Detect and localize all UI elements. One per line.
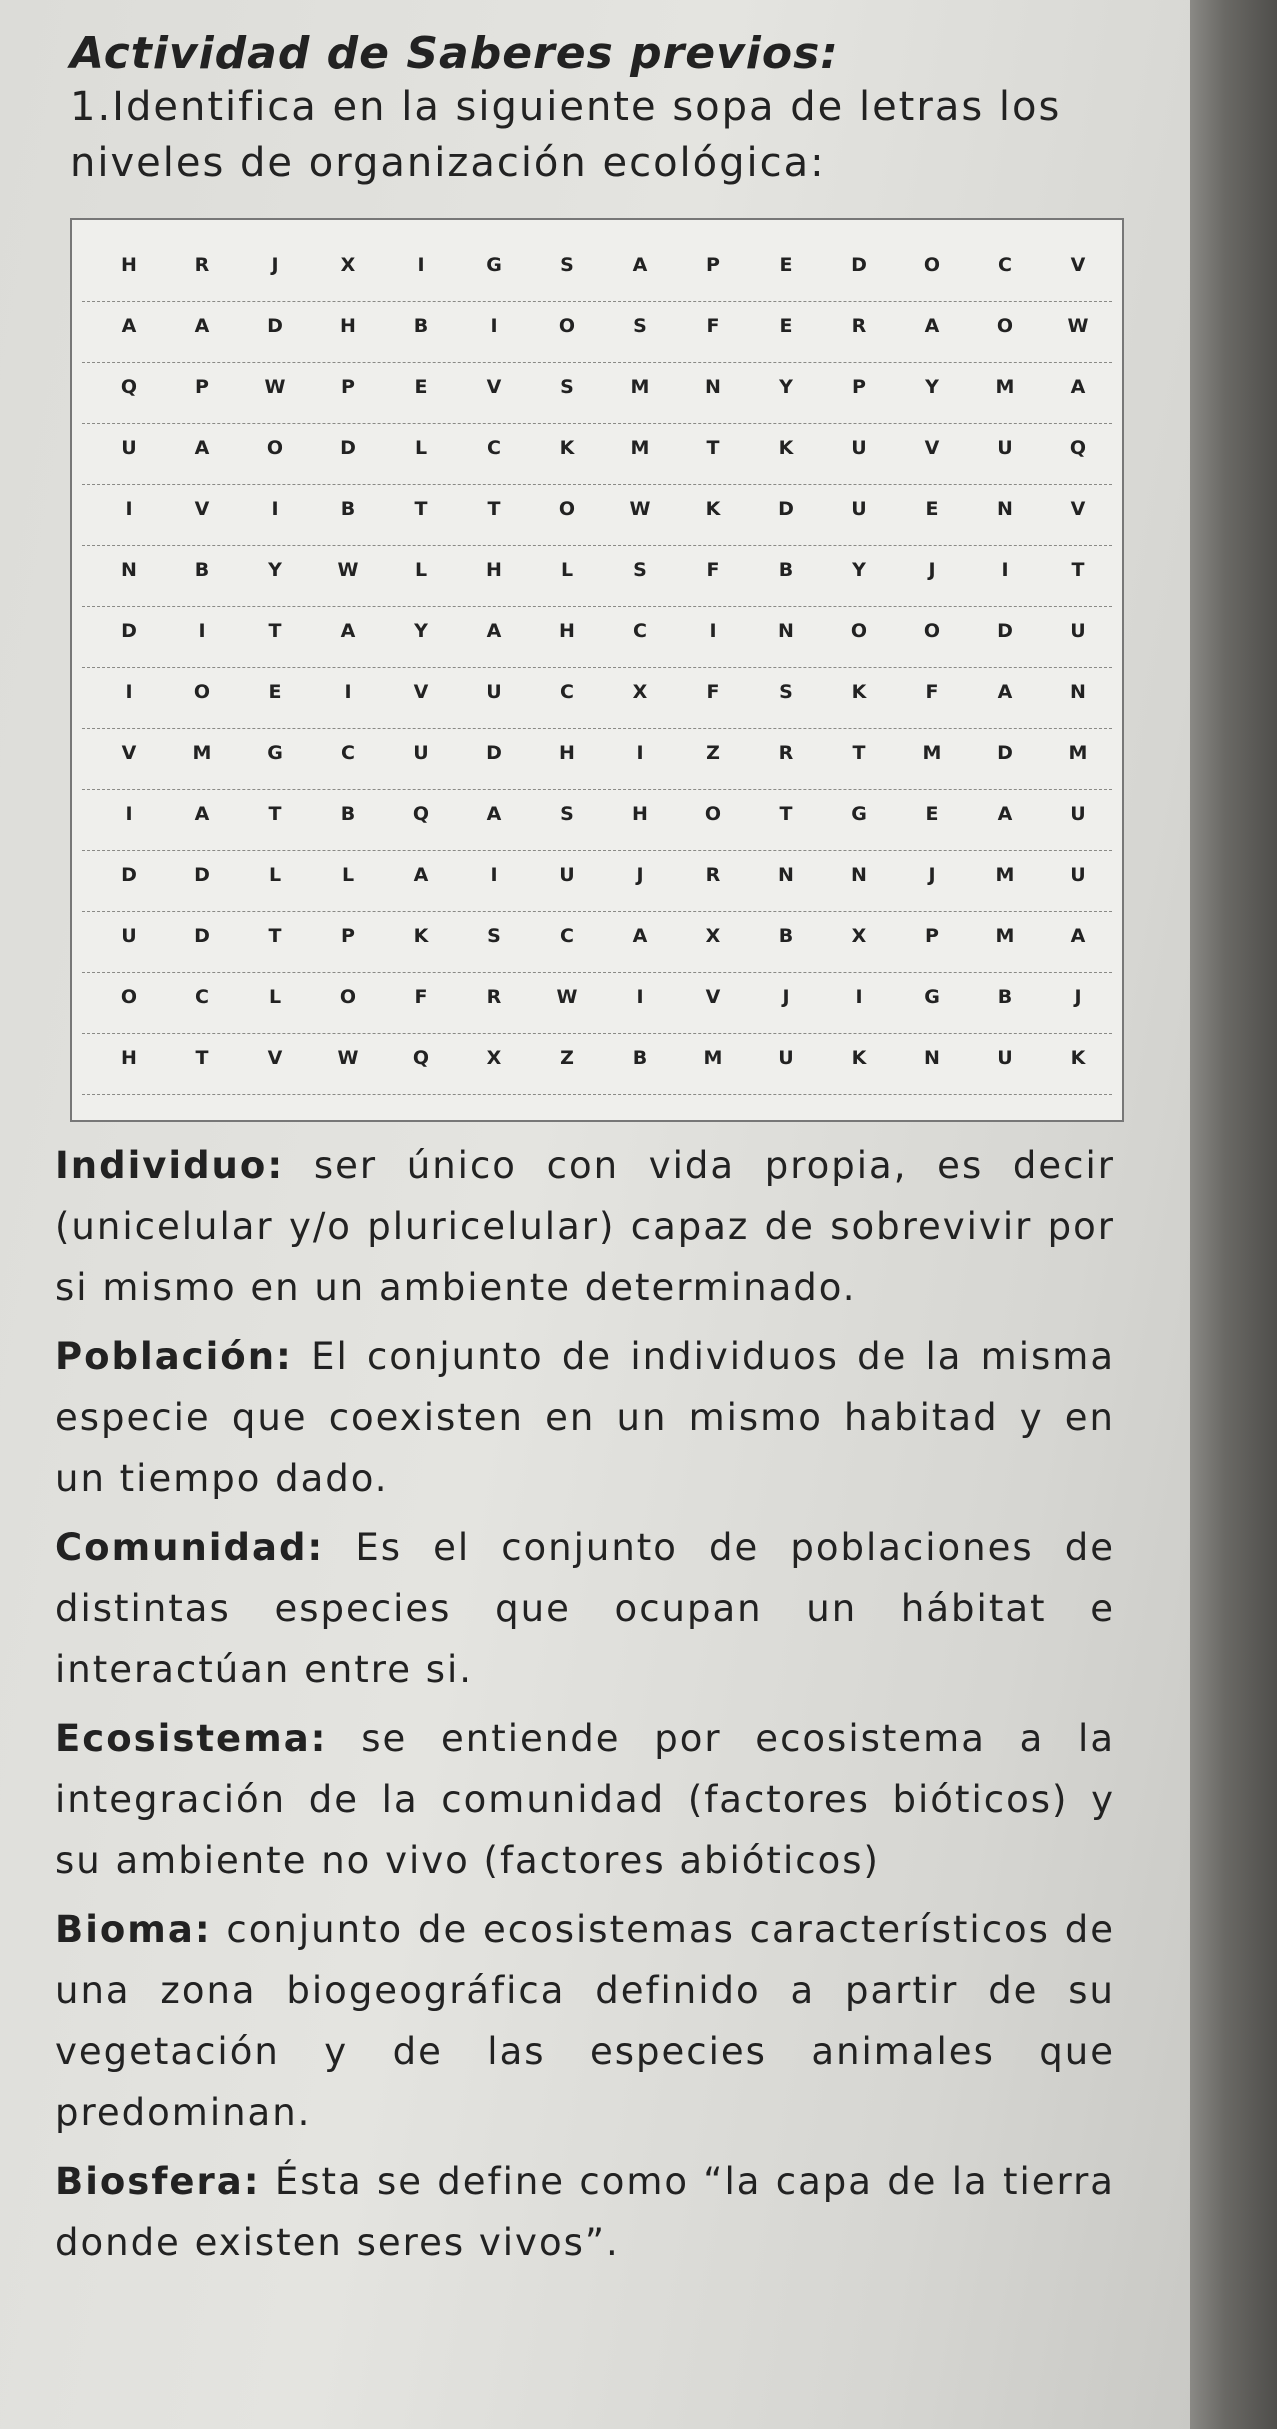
grid-letter: E <box>414 376 428 398</box>
grid-letter: Q <box>412 1047 430 1069</box>
grid-letter: X <box>340 254 356 276</box>
grid-letter: V <box>267 1047 283 1069</box>
grid-letter: D <box>267 315 283 337</box>
grid-letter: N <box>1070 681 1086 703</box>
grid-letter: G <box>924 986 940 1008</box>
grid-letter: B <box>194 559 210 581</box>
grid-letter: W <box>1067 315 1089 337</box>
grid-letter: D <box>997 742 1013 764</box>
grid-letter: A <box>486 803 502 825</box>
grid-letter: K <box>851 681 867 703</box>
grid-letter: D <box>486 742 502 764</box>
grid-letter: L <box>414 437 428 459</box>
grid-letter: L <box>341 864 355 886</box>
grid-letter: Z <box>560 1047 574 1069</box>
grid-letter: K <box>851 1047 867 1069</box>
grid-letter: P <box>341 376 355 398</box>
grid-letter: J <box>928 559 936 581</box>
grid-letter: A <box>997 681 1013 703</box>
grid-letter: P <box>706 254 720 276</box>
definition-term: Biosfera: <box>55 2160 261 2203</box>
grid-letter: M <box>630 376 650 398</box>
grid-letter: I <box>417 254 425 276</box>
grid-letter: I <box>636 742 644 764</box>
grid-letter: X <box>486 1047 502 1069</box>
grid-letter: A <box>632 925 648 947</box>
grid-letter: D <box>121 620 137 642</box>
definition-term: Población: <box>55 1335 293 1378</box>
word-search-box <box>70 218 1124 1122</box>
grid-letter: R <box>705 864 721 886</box>
grid-letter: Y <box>925 376 939 398</box>
grid-row <box>82 972 1112 1034</box>
grid-letter: P <box>341 925 355 947</box>
grid-letter: M <box>922 742 942 764</box>
grid-letter: O <box>850 620 868 642</box>
definition-item <box>55 1326 1115 1509</box>
definition-term: Comunidad: <box>55 1526 325 1569</box>
grid-letter: O <box>558 498 576 520</box>
grid-letter: Y <box>414 620 428 642</box>
grid-letter: S <box>560 376 574 398</box>
grid-letter: C <box>195 986 209 1008</box>
grid-row <box>82 667 1112 729</box>
grid-letter: I <box>490 864 498 886</box>
word-search-grid <box>82 240 1112 1100</box>
grid-row <box>82 423 1112 485</box>
grid-letter: T <box>779 803 793 825</box>
grid-row <box>82 301 1112 363</box>
grid-letter: X <box>632 681 648 703</box>
grid-letter: A <box>340 620 356 642</box>
instruction-line-2: niveles de organización ecológica: <box>70 140 826 186</box>
grid-letter: Y <box>852 559 866 581</box>
grid-letter: L <box>268 864 282 886</box>
grid-letter: F <box>706 315 720 337</box>
grid-letter: H <box>121 254 137 276</box>
grid-letter: Q <box>412 803 430 825</box>
grid-letter: M <box>995 864 1015 886</box>
grid-letter: B <box>413 315 429 337</box>
grid-letter: H <box>559 742 575 764</box>
grid-letter: M <box>995 925 1015 947</box>
grid-letter: N <box>705 376 721 398</box>
grid-letter: N <box>851 864 867 886</box>
grid-letter: N <box>924 1047 940 1069</box>
definition-text: ser único con vida propia, es decir (unicelular y/o pluricelular) capaz de sobrevivir por si mismo en un ambiente determinado. <box>55 1144 1115 1309</box>
instruction-line-1: 1.Identifica en la siguiente sopa de letras los <box>70 84 1062 130</box>
grid-letter: C <box>560 681 574 703</box>
grid-letter: I <box>855 986 863 1008</box>
grid-letter: V <box>924 437 940 459</box>
grid-letter: S <box>560 254 574 276</box>
grid-letter: Y <box>268 559 282 581</box>
grid-letter: F <box>706 559 720 581</box>
grid-letter: O <box>923 620 941 642</box>
grid-letter: K <box>778 437 794 459</box>
grid-letter: E <box>925 803 939 825</box>
grid-row <box>82 850 1112 912</box>
grid-letter: H <box>632 803 648 825</box>
grid-letter: T <box>195 1047 209 1069</box>
grid-letter: K <box>559 437 575 459</box>
definition-term: Bioma: <box>55 1908 212 1951</box>
definition-item <box>55 1708 1115 1891</box>
grid-letter: V <box>194 498 210 520</box>
grid-letter: D <box>340 437 356 459</box>
page-fold-shadow <box>1190 0 1277 2429</box>
grid-letter: A <box>997 803 1013 825</box>
grid-letter: U <box>997 437 1013 459</box>
grid-letter: G <box>267 742 283 764</box>
definition-text: Es el conjunto de poblaciones de distintas especies que ocupan un hábitat e interactúan entre si. <box>55 1526 1116 1691</box>
grid-letter: C <box>633 620 647 642</box>
grid-letter: U <box>121 925 137 947</box>
grid-letter: V <box>486 376 502 398</box>
grid-letter: U <box>413 742 429 764</box>
grid-letter: R <box>778 742 794 764</box>
grid-letter: I <box>1001 559 1009 581</box>
grid-letter: A <box>194 803 210 825</box>
grid-letter: C <box>487 437 501 459</box>
grid-letter: U <box>1070 803 1086 825</box>
grid-letter: W <box>556 986 578 1008</box>
grid-letter: A <box>194 315 210 337</box>
grid-letter: D <box>851 254 867 276</box>
grid-letter: R <box>486 986 502 1008</box>
grid-letter: B <box>340 498 356 520</box>
definition-text: se entiende por ecosistema a la integración de la comunidad (factores bióticos) y su ambiente no vivo (factores abióticos) <box>55 1717 1115 1882</box>
grid-letter: K <box>705 498 721 520</box>
grid-row <box>82 728 1112 790</box>
grid-letter: U <box>997 1047 1013 1069</box>
grid-row <box>82 911 1112 973</box>
grid-letter: V <box>1070 498 1086 520</box>
grid-letter: J <box>636 864 644 886</box>
grid-letter: O <box>996 315 1014 337</box>
grid-letter: U <box>559 864 575 886</box>
grid-row <box>82 789 1112 851</box>
definition-text: El conjunto de individuos de la misma especie que coexisten en un mismo habitad y en un tiempo dado. <box>55 1335 1116 1500</box>
grid-letter: S <box>560 803 574 825</box>
grid-letter: V <box>1070 254 1086 276</box>
grid-letter: L <box>414 559 428 581</box>
definition-text: Ésta se define como “la capa de la tierra donde existen seres vivos”. <box>55 2160 1115 2264</box>
grid-letter: B <box>997 986 1013 1008</box>
grid-letter: A <box>486 620 502 642</box>
grid-row <box>82 545 1112 607</box>
grid-letter: T <box>706 437 720 459</box>
grid-letter: T <box>852 742 866 764</box>
grid-letter: A <box>924 315 940 337</box>
grid-row <box>82 484 1112 546</box>
grid-letter: I <box>198 620 206 642</box>
grid-letter: O <box>339 986 357 1008</box>
grid-letter: B <box>632 1047 648 1069</box>
grid-letter: E <box>779 315 793 337</box>
grid-letter: I <box>125 681 133 703</box>
grid-letter: S <box>633 315 647 337</box>
grid-letter: E <box>268 681 282 703</box>
grid-letter: I <box>271 498 279 520</box>
definition-term: Ecosistema: <box>55 1717 328 1760</box>
grid-letter: V <box>705 986 721 1008</box>
grid-letter: A <box>1070 925 1086 947</box>
grid-letter: J <box>271 254 279 276</box>
grid-letter: T <box>414 498 428 520</box>
grid-letter: U <box>851 498 867 520</box>
worksheet-title: Actividad de Saberes previos: <box>70 28 839 79</box>
grid-letter: S <box>779 681 793 703</box>
grid-letter: M <box>192 742 212 764</box>
grid-row <box>82 606 1112 668</box>
grid-row <box>82 1033 1112 1095</box>
grid-letter: K <box>1070 1047 1086 1069</box>
definition-item <box>55 1899 1115 2143</box>
grid-letter: W <box>337 559 359 581</box>
grid-letter: G <box>486 254 502 276</box>
grid-letter: K <box>413 925 429 947</box>
grid-letter: P <box>195 376 209 398</box>
grid-letter: C <box>341 742 355 764</box>
grid-letter: W <box>337 1047 359 1069</box>
grid-letter: Q <box>1069 437 1087 459</box>
grid-letter: U <box>121 437 137 459</box>
grid-letter: V <box>413 681 429 703</box>
grid-letter: X <box>851 925 867 947</box>
grid-letter: D <box>194 925 210 947</box>
grid-letter: U <box>851 437 867 459</box>
grid-letter: A <box>194 437 210 459</box>
grid-letter: V <box>121 742 137 764</box>
grid-letter: F <box>925 681 939 703</box>
grid-letter: I <box>125 803 133 825</box>
grid-letter: T <box>268 620 282 642</box>
grid-letter: A <box>121 315 137 337</box>
grid-letter: A <box>413 864 429 886</box>
grid-letter: H <box>486 559 502 581</box>
grid-letter: T <box>268 925 282 947</box>
grid-letter: I <box>344 681 352 703</box>
grid-letter: P <box>925 925 939 947</box>
grid-letter: H <box>340 315 356 337</box>
grid-letter: I <box>490 315 498 337</box>
header <box>70 28 1120 191</box>
grid-letter: T <box>268 803 282 825</box>
grid-letter: S <box>633 559 647 581</box>
grid-letter: J <box>1074 986 1082 1008</box>
grid-letter: O <box>558 315 576 337</box>
grid-letter: I <box>636 986 644 1008</box>
grid-letter: F <box>414 986 428 1008</box>
grid-letter: C <box>560 925 574 947</box>
grid-letter: M <box>703 1047 723 1069</box>
grid-letter: B <box>778 559 794 581</box>
grid-letter: D <box>778 498 794 520</box>
grid-letter: F <box>706 681 720 703</box>
grid-letter: Q <box>120 376 138 398</box>
definition-item <box>55 1517 1115 1700</box>
grid-letter: B <box>778 925 794 947</box>
grid-letter: Z <box>706 742 720 764</box>
grid-letter: X <box>705 925 721 947</box>
grid-letter: L <box>560 559 574 581</box>
grid-letter: C <box>998 254 1012 276</box>
grid-row <box>82 240 1112 302</box>
grid-letter: Y <box>779 376 793 398</box>
grid-letter: O <box>266 437 284 459</box>
grid-letter: R <box>194 254 210 276</box>
grid-letter: M <box>995 376 1015 398</box>
grid-letter: D <box>194 864 210 886</box>
definition-item <box>55 2151 1115 2273</box>
grid-letter: J <box>782 986 790 1008</box>
definition-item <box>55 1135 1115 1318</box>
grid-letter: N <box>778 620 794 642</box>
grid-letter: A <box>632 254 648 276</box>
grid-letter: D <box>121 864 137 886</box>
grid-letter: O <box>704 803 722 825</box>
grid-letter: I <box>709 620 717 642</box>
grid-letter: O <box>193 681 211 703</box>
grid-letter: E <box>779 254 793 276</box>
definition-term: Individuo: <box>55 1144 285 1187</box>
grid-letter: O <box>923 254 941 276</box>
grid-letter: J <box>928 864 936 886</box>
grid-letter: D <box>997 620 1013 642</box>
grid-letter: U <box>1070 864 1086 886</box>
grid-letter: R <box>851 315 867 337</box>
grid-letter: B <box>340 803 356 825</box>
grid-letter: E <box>925 498 939 520</box>
grid-letter: U <box>486 681 502 703</box>
grid-letter: T <box>487 498 501 520</box>
grid-letter: U <box>1070 620 1086 642</box>
grid-letter: M <box>630 437 650 459</box>
grid-letter: P <box>852 376 866 398</box>
grid-letter: A <box>1070 376 1086 398</box>
grid-letter: O <box>120 986 138 1008</box>
grid-letter: I <box>125 498 133 520</box>
grid-letter: T <box>1071 559 1085 581</box>
grid-letter: N <box>997 498 1013 520</box>
definition-text: conjunto de ecosistemas característicos de una zona biogeográfica definido a partir de su vegetación y de las especies animales que predominan. <box>55 1908 1116 2134</box>
definitions-list <box>55 1135 1115 2281</box>
grid-letter: G <box>851 803 867 825</box>
grid-letter: S <box>487 925 501 947</box>
grid-letter: M <box>1068 742 1088 764</box>
grid-letter: H <box>121 1047 137 1069</box>
grid-letter: L <box>268 986 282 1008</box>
grid-letter: N <box>778 864 794 886</box>
grid-letter: U <box>778 1047 794 1069</box>
grid-letter: H <box>559 620 575 642</box>
grid-letter: W <box>629 498 651 520</box>
grid-letter: N <box>121 559 137 581</box>
grid-letter: W <box>264 376 286 398</box>
grid-row <box>82 362 1112 424</box>
